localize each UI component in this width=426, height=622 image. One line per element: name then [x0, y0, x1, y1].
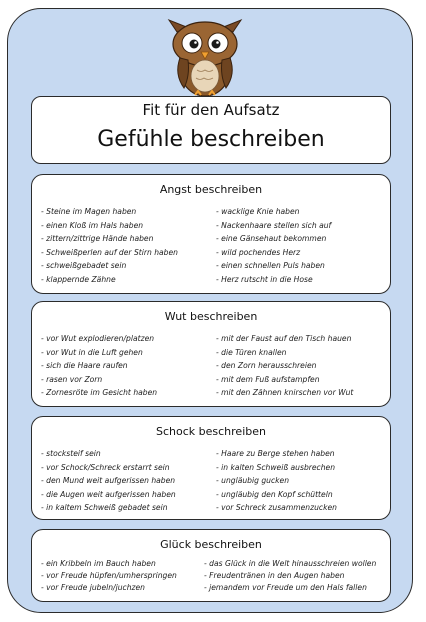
- list-item: - Haare zu Berge stehen haben: [216, 449, 335, 458]
- list-item: - den Zorn herausschreien: [216, 361, 317, 371]
- owl-icon: [163, 18, 247, 100]
- list-item: - klappernde Zähne: [41, 274, 116, 284]
- list-item: - zittern/zittrige Hände haben: [41, 234, 154, 244]
- list-item: - mit dem Fuß aufstampfen: [216, 374, 320, 384]
- list-item: - Freudentränen in den Augen haben: [204, 571, 345, 581]
- card-title: Wut beschreiben: [164, 310, 258, 323]
- list-item: - vor Schreck zusammenzucken: [216, 503, 337, 513]
- title-box: [31, 96, 391, 164]
- list-item: - mit der Faust auf den Tisch hauen: [216, 334, 352, 343]
- card-glueck: [31, 529, 391, 602]
- list-item: - Herz rutscht in die Hose: [216, 274, 313, 284]
- list-item: - jemandem vor Freude um den Hals fallen: [204, 583, 367, 593]
- list-item: - vor Wut in die Luft gehen: [41, 347, 143, 357]
- list-item: - Zornesröte im Gesicht haben: [41, 388, 158, 398]
- subtitle: Fit für den Aufsatz: [142, 101, 280, 119]
- list-item: - Nackenhaare stellen sich auf: [216, 220, 332, 230]
- card-column-right: [216, 332, 388, 400]
- list-item: - vor Freude jubeln/juchzen: [41, 583, 145, 593]
- list-item: - ungläubig den Kopf schütteln: [216, 489, 333, 499]
- card-wut: [31, 301, 391, 407]
- list-item: - ungläubig gucken: [216, 476, 290, 486]
- list-item: - wild pochendes Herz: [216, 247, 301, 257]
- list-item: - schweißgebadet sein: [41, 261, 127, 271]
- list-item: - eine Gänsehaut bekommen: [216, 234, 327, 244]
- page-title: Gefühle beschreiben: [97, 127, 325, 152]
- list-item: - die Augen weit aufgerissen haben: [41, 489, 176, 499]
- list-item: - vor Schock/Schreck erstarrt sein: [41, 462, 170, 472]
- card-title: Angst beschreiben: [159, 183, 263, 196]
- list-item: - Steine im Magen haben: [41, 207, 137, 216]
- card-title: Glück beschreiben: [160, 538, 262, 551]
- list-item: - das Glück in die Welt hinausschreien wollen: [204, 559, 377, 568]
- card-column-right: [216, 447, 388, 515]
- list-item: - einen schnellen Puls haben: [216, 261, 325, 271]
- list-item: - vor Wut explodieren/platzen: [41, 334, 155, 343]
- card-schock: [31, 416, 391, 520]
- list-item: - den Mund weit aufgerissen haben: [41, 476, 176, 486]
- card-column-left: [41, 205, 206, 287]
- list-item: - wacklige Knie haben: [216, 207, 300, 216]
- list-item: - vor Freude hüpfen/umherspringen: [41, 571, 177, 581]
- list-item: - sich die Haare raufen: [41, 361, 128, 371]
- list-item: - einen Kloß im Hals haben: [41, 220, 144, 230]
- card-title: Schock beschreiben: [156, 425, 266, 438]
- card-column-left: [41, 332, 206, 400]
- list-item: - ein Kribbeln im Bauch haben: [41, 559, 156, 568]
- card-column-right: [216, 205, 388, 287]
- list-item: - mit den Zähnen knirschen vor Wut: [216, 388, 354, 398]
- list-item: - in kaltem Schweiß gebadet sein: [41, 503, 168, 513]
- card-angst: [31, 174, 391, 294]
- list-item: - die Türen knallen: [216, 347, 287, 357]
- list-item: - rasen vor Zorn: [41, 374, 103, 384]
- card-column-right: [204, 558, 376, 595]
- list-item: - stocksteif sein: [41, 449, 101, 458]
- list-item: - in kalten Schweiß ausbrechen: [216, 462, 336, 472]
- list-item: - Schweißperlen auf der Stirn haben: [41, 247, 178, 257]
- card-column-left: [41, 558, 206, 595]
- card-column-left: [41, 447, 206, 515]
